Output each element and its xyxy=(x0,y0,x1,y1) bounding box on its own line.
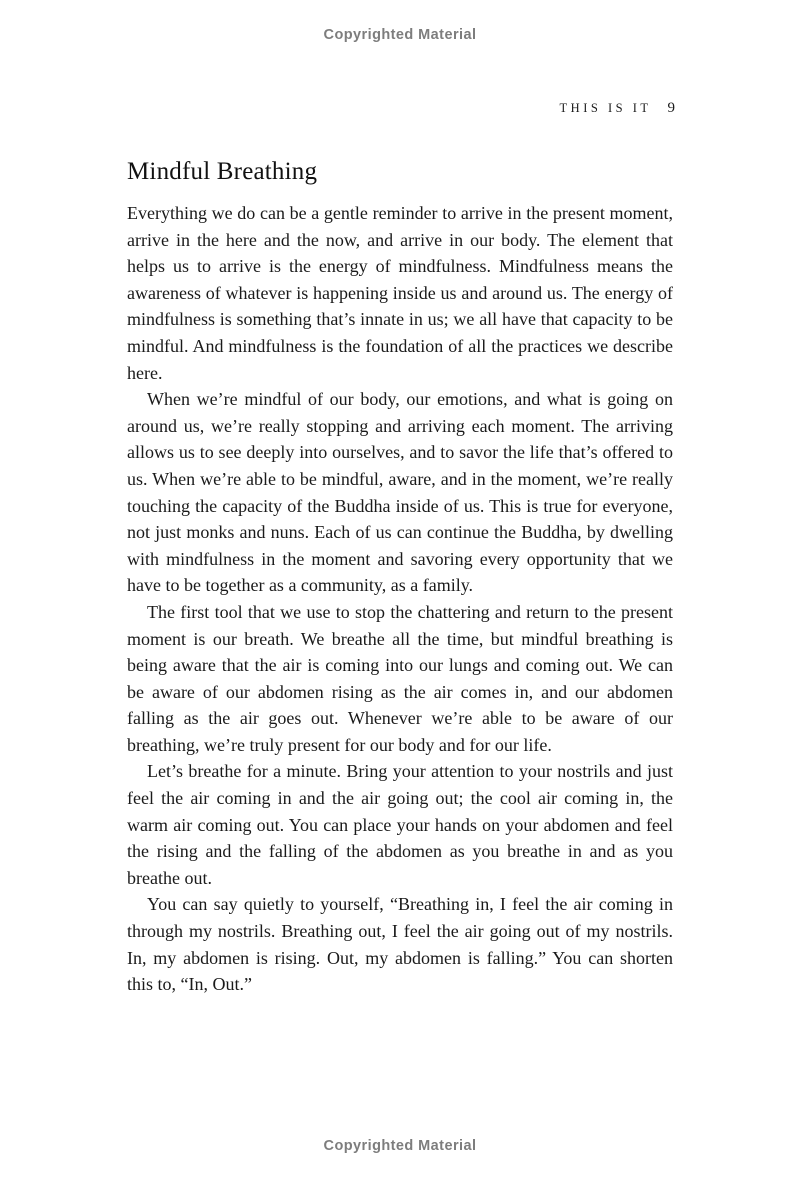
chapter-heading: Mindful Breathing xyxy=(127,158,318,185)
body-text xyxy=(127,200,673,998)
running-head xyxy=(560,100,675,117)
copyright-notice-top: Copyrighted Material xyxy=(323,27,477,43)
copyright-notice-bottom: Copyrighted Material xyxy=(323,1138,477,1154)
paragraph-4: Let’s breathe for a minute. Bring your attention to your nostrils and just feel the air coming in and the air going out; the cool air coming in, the warm air coming out. You can place your hands on your abdomen and feel the rising and the falling of the abdomen as you breathe in and as you breathe out. xyxy=(127,761,673,888)
paragraph-2: When we’re mindful of our body, our emotions, and what is going on around us, we’re really stopping and arriving each moment. The arriving allows us to see deeply into ourselves, and to savor the life that’s offered to us. When we’re able to be mindful, aware, and in the moment, we’re really touching the capacity of the Buddha inside of us. This is true for everyone, not just monks and nuns. Each of us can continue the Buddha, by dwelling with mindfulness in the moment and savoring every opportunity that we have to be together as a community, as a family. xyxy=(127,389,673,596)
page-content xyxy=(127,158,673,998)
page-number: 9 xyxy=(667,100,675,116)
paragraph-3: The first tool that we use to stop the chattering and return to the present moment is our breath. We breathe all the time, but mindful breathing is being aware that the air is coming into our lungs and coming out. We can be aware of our abdomen rising as the air comes in, and our abdomen falling as the air goes out. Whenever we’re able to be aware of our breathing, we’re truly present for our body and for our life. xyxy=(127,601,673,755)
paragraph-1: Everything we do can be a gentle reminder to arrive in the present moment, arrive in the here and the now, and arrive in our body. The element that helps us to arrive is the energy of mindfulness. Mindfulness means the awareness of whatever is happening inside us and around us. The energy of mindfulness is something that’s innate in us; we all have that capacity to be mindful. And mindfulness is the foundation of all the practices we describe here. xyxy=(127,203,673,383)
paragraph-5: You can say quietly to yourself, “Breathing in, I feel the air coming in through my nostrils. Breathing out, I feel the air going out of my nostrils. In, my abdomen is rising. Out, my abdomen is falling.” You can shorten this to, “In, Out.” xyxy=(127,894,673,995)
running-title: THIS IS IT xyxy=(559,101,652,115)
